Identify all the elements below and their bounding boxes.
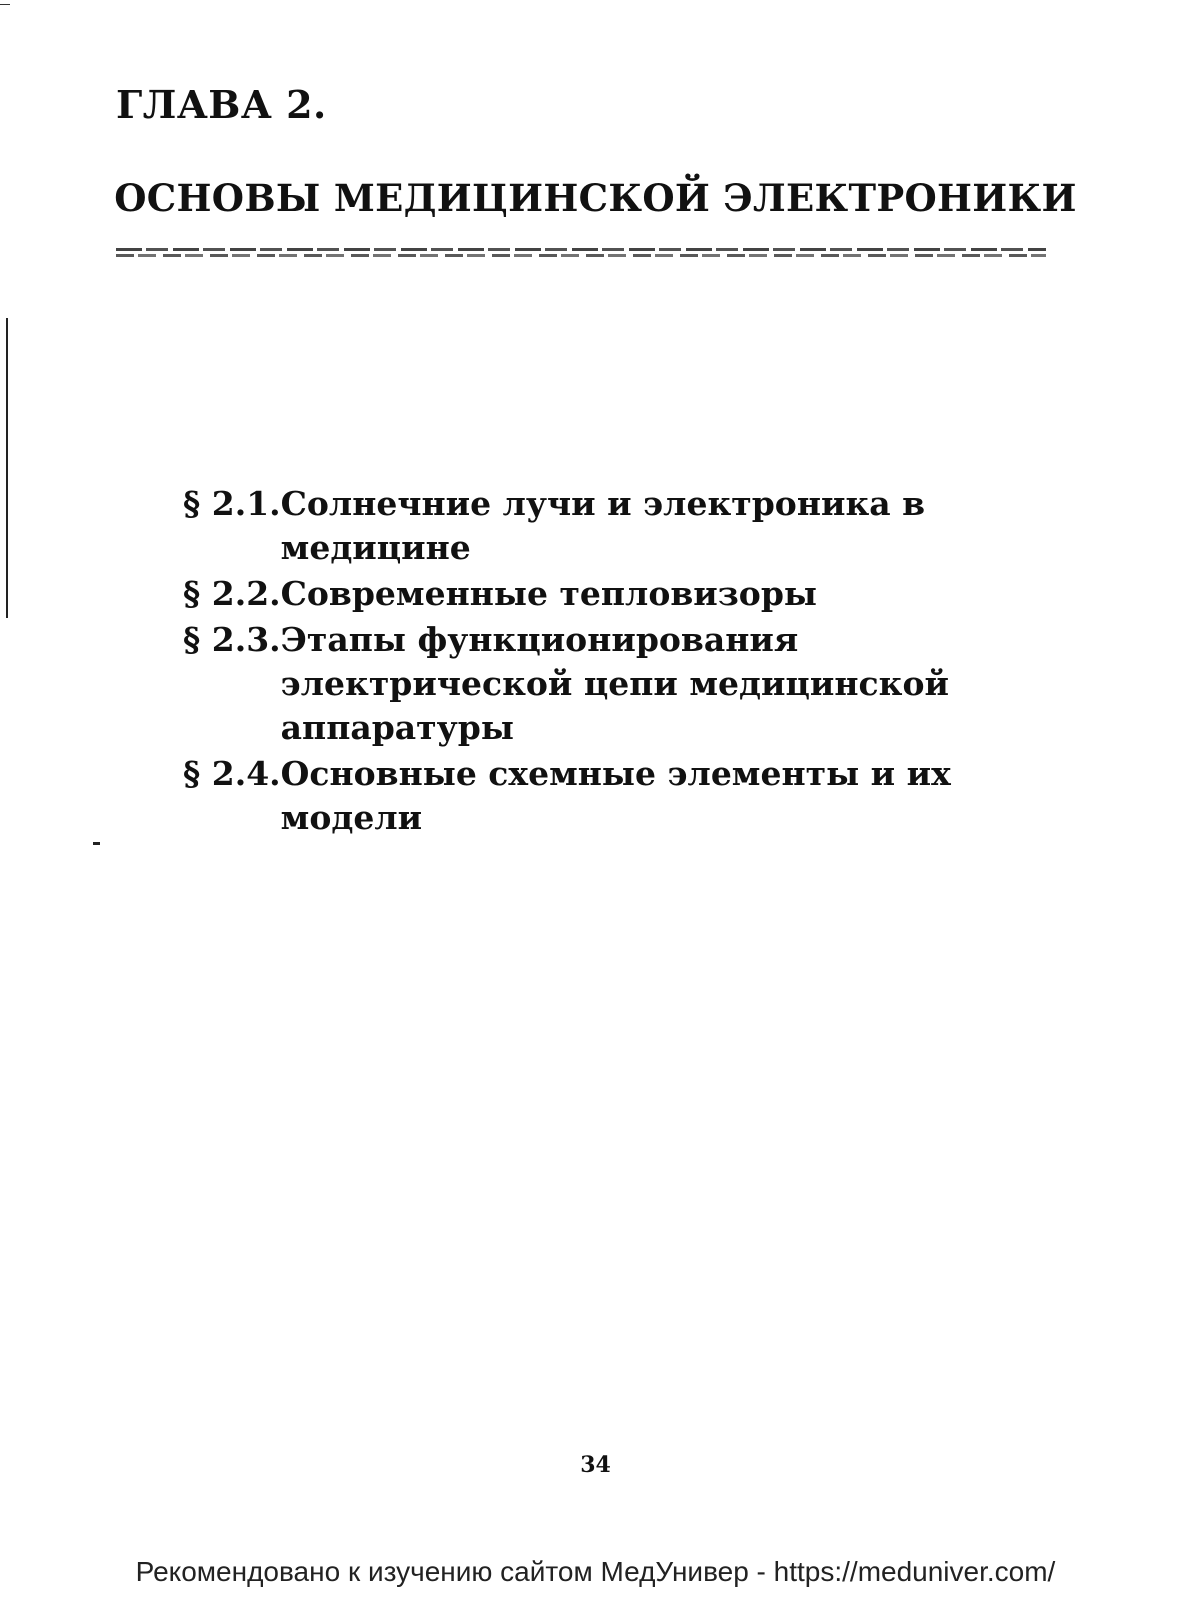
toc-item-number: § 2.3. bbox=[183, 620, 281, 659]
scan-dash-mark bbox=[93, 842, 100, 845]
toc-item-number: § 2.1. bbox=[183, 484, 281, 523]
toc-item-title: Этапы функционирования электрической цепи медицинской аппаратуры bbox=[280, 620, 949, 747]
toc-item bbox=[183, 752, 1063, 840]
toc-item-title: Солнечние лучи и электроника в медицине bbox=[280, 484, 926, 567]
title-divider bbox=[116, 248, 1046, 258]
scan-margin-line bbox=[6, 318, 8, 618]
scan-corner-mark bbox=[0, 4, 10, 5]
chapter-title: ОСНОВЫ МЕДИЦИНСКОЙ ЭЛЕКТРОНИКИ bbox=[114, 176, 1077, 220]
toc-item-number: § 2.4. bbox=[183, 754, 281, 793]
table-of-contents bbox=[183, 482, 1063, 842]
toc-item bbox=[183, 572, 1063, 616]
chapter-label: ГЛАВА 2. bbox=[116, 82, 327, 127]
toc-item-title: Современные тепловизоры bbox=[280, 574, 817, 613]
page-number: 34 bbox=[580, 1452, 611, 1478]
toc-item bbox=[183, 482, 1063, 570]
toc-item-number: § 2.2. bbox=[183, 574, 281, 613]
toc-item bbox=[183, 618, 1063, 750]
title-divider-line-bottom bbox=[116, 254, 1046, 257]
toc-item-title: Основные схемные элементы и их модели bbox=[280, 754, 951, 837]
footer-watermark-text: Рекомендовано к изучению сайтом МедУнивер - https://meduniver.com/ bbox=[135, 1556, 1056, 1587]
title-divider-line-top bbox=[116, 248, 1046, 251]
